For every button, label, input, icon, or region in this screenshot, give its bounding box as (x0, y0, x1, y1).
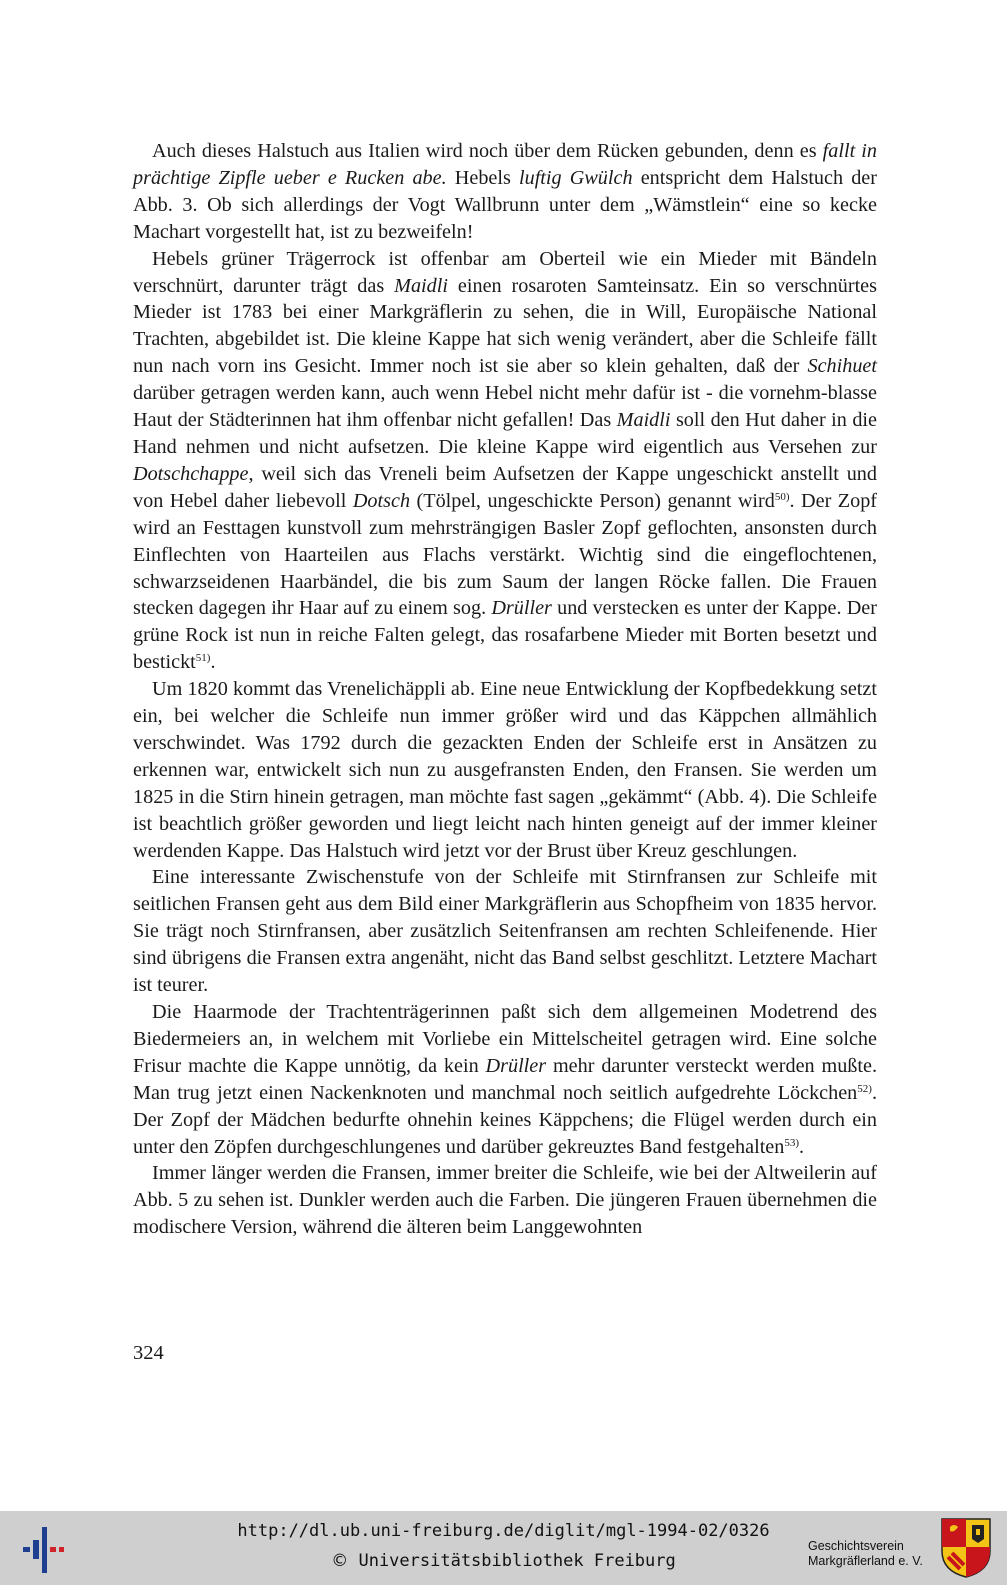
paragraph (133, 676, 877, 864)
paragraph (133, 246, 877, 677)
text-run: (Tölpel, ungeschickte Person) genannt wird (410, 489, 775, 512)
footer-bar (0, 1511, 1007, 1585)
text-run: . Der Zopf der Mädchen bedurfte ohnehin keines Käppchens; die Flügel werden durch ein unter den Zöpfen durchgeschlungenes und darüber gekreuztes Band festgehalten (133, 1081, 877, 1158)
italic-term: luftig Gwülch (519, 166, 633, 189)
italic-term: Schihuet (807, 355, 877, 378)
page-number: 324 (133, 1342, 164, 1364)
text-run: darüber getragen werden kann, auch wenn Hebel nicht mehr dafür ist - die vornehm-blasse Haut der Städterinnen hat ihm offenbar nicht gefallen! Das (133, 382, 877, 432)
text-run: . (210, 651, 216, 674)
copyright-text: Universitätsbibliothek Freiburg (348, 1551, 676, 1571)
text-run: Die Haarmode der Trachtenträgerinnen paßt sich dem allgemeinen Modetrend des Biedermeiers an, in welchem mit Vorliebe ein Mittelscheitel getragen wird. Eine solche Frisur machte die Kappe unnötig, da kein (133, 1001, 877, 1077)
society-line-2: Markgräflerland e. V. (808, 1554, 923, 1568)
text-run: Immer länger werden die Fransen, immer breiter die Schleife, wie bei der Altweilerin auf Abb. 5 zu sehen ist. Dunkler werden auch die Farben. Die jüngeren Frauen übernehmen die modischere Version, während die älteren beim Langgewohnten (133, 1162, 877, 1239)
footnote-ref: 50) (774, 490, 790, 503)
text-run: Auch dieses Halstuch aus Italien wird noch über dem Rücken gebunden, denn es (152, 140, 823, 162)
text-run: . Der Zopf wird an Festtagen kunstvoll zum mehrsträngigen Basler Zopf geflochten, ansonsten durch Einflechten von Haarteilen aus Flachs verstärkt. Wichtig sind die eingeflochtenen, schwarzseidenen Haarbändel, die bis zum Saum der langen Röcke fallen. Die Frauen stecken dagegen ihr Haar auf zu einem sog. (133, 489, 878, 620)
text-run: Um 1820 kommt das Vrenelichäppli ab. Eine neue Entwicklung der Kopfbedekkung setzt ein, bei welcher die Schleife nun immer größer wird und das Käppchen allmählich verschwindet. Was 1792 durch die gezackten Enden der Schleife erst in Ansätzen zu erkennen war, entwickelt sich nun zu ausgefransten Enden, den Fransen. Sie werden um 1825 in die Stirn hinein getragen, man möchte fast sagen „gekämmt“ (Abb. 4). Die Schleife ist beachtlich größer geworden und liegt leicht nach hinten geneigt auf der immer kleiner werdenden Kappe. Das Halstuch wird jetzt vor der Brust über Kreuz geschlungen. (133, 678, 877, 862)
paragraph (133, 999, 877, 1160)
body-text (133, 138, 877, 1241)
text-run: Hebels grüner Trägerrock ist offenbar am Oberteil wie ein Mieder mit Bändeln verschnürt, darunter trägt das (133, 247, 877, 297)
footnote-ref: 51) (195, 652, 211, 665)
paragraph (133, 1160, 877, 1241)
italic-term: Drüller (485, 1054, 547, 1077)
society-line-1: Geschichtsverein (808, 1539, 904, 1553)
footnote-ref: 52) (857, 1082, 872, 1095)
text-run: , weil sich das Vreneli beim Aufsetzen der Kappe ungeschickt anstellt und von Hebel daher liebevoll (133, 462, 877, 512)
italic-term: fallt in prächtige Zipfle ueber e Rucken abe. (133, 140, 877, 189)
copyright-symbol: © (331, 1551, 349, 1571)
footnote-ref: 53) (784, 1136, 800, 1149)
italic-term: Maidli (616, 409, 671, 432)
text-run: und verstecken es unter der Kappe. Der grüne Rock ist nun in reiche Falten gelegt, das rosafarbene Mieder mit Borten besetzt und bestickt (133, 597, 877, 674)
text-run: . (799, 1135, 805, 1158)
text-run: mehr darunter versteckt werden mußte. Man trug jetzt einen Nackenknoten und manchmal noch seitlich aufgedrehte Löckchen (133, 1054, 877, 1104)
text-run: Eine interessante Zwischenstufe von der Schleife mit Stirnfransen zur Schleife mit seitlichen Fransen geht aus dem Bild einer Markgräflerin aus Schopfheim von 1835 hervor. Sie trägt noch Stirnfransen, aber zusätzlich Seitenfransen am rechten Schleifenende. Hier sind übrigens die Fransen extra angenäht, nicht das Band selbst geschlitzt. Letztere Machart ist teurer. (133, 866, 877, 997)
paragraph (133, 138, 877, 246)
society-name (808, 1539, 926, 1569)
italic-term: Dotsch (352, 489, 411, 512)
paragraph (133, 864, 877, 999)
text-run: soll den Hut daher in die Hand nehmen und nicht aufsetzen. Die kleine Kappe wird eigentlich aus Versehen zur (133, 409, 877, 458)
text-run: Hebels (446, 166, 519, 189)
coat-of-arms-icon (940, 1517, 992, 1579)
italic-term: Dotschchappe (133, 462, 249, 485)
text-run: einen rosaroten Samteinsatz. Ein so verschnürtes Mieder ist 1783 bei einer Markgräflerin zu sehen, die in Will, Europäische National Trachten, abgebildet ist. Die kleine Kappe hat sich wenig verändert, aber die Schleife fällt nun nach vorn ins Gesicht. Immer noch ist sie aber so klein gehalten, daß der (133, 274, 877, 378)
italic-term: Drüller (491, 597, 552, 620)
footer-url[interactable]: http://dl.ub.uni-freiburg.de/diglit/mgl-1994-02/0326 (237, 1521, 770, 1541)
text-run: entspricht dem Halstuch der Abb. 3. Ob sich allerdings der Vogt Wallbrunn unter dem „Wämstlein“ eine so kecke Machart vorgestellt hat, ist zu bezweifeln! (133, 166, 877, 243)
italic-term: Maidli (394, 274, 448, 297)
